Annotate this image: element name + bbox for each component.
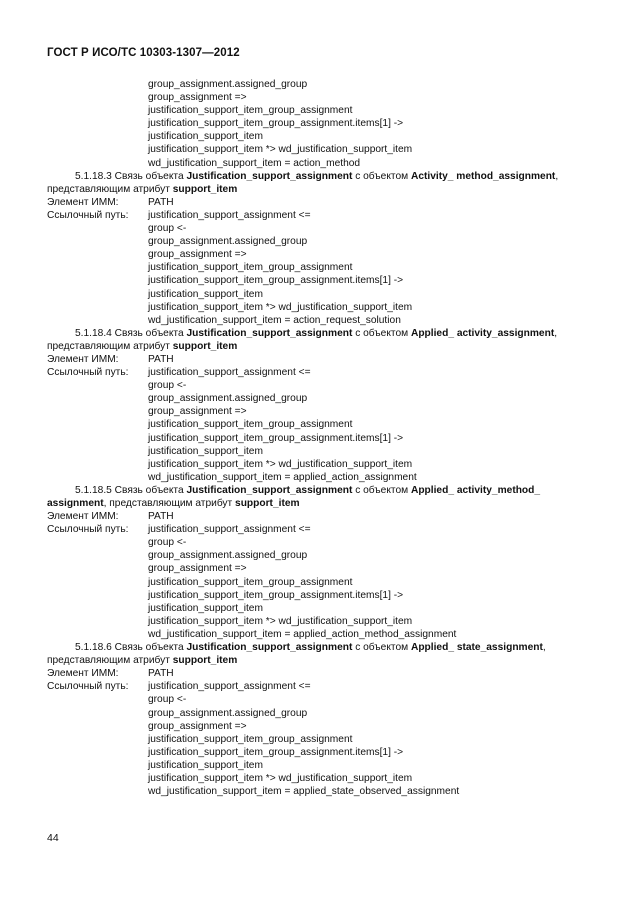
attribute-name: support_item	[172, 340, 238, 352]
section-text: ,	[555, 170, 559, 182]
path-line: justification_support_assignment <=	[148, 209, 311, 221]
path-line: group_assignment.assigned_group	[148, 79, 308, 90]
path-line: group_assignment.assigned_group	[148, 707, 308, 719]
entity-name: Activity_ method_assignment	[410, 170, 556, 182]
section-heading-cont	[47, 654, 592, 667]
section-number: 5.1.18.3	[75, 170, 112, 182]
section-text: с объектом	[355, 327, 409, 339]
path-line: justification_support_item_group_assignment	[148, 262, 353, 274]
path-line: justification_support_assignment <=	[148, 681, 311, 693]
path-line: justification_support_item_group_assignment.items[1] ->	[148, 589, 404, 601]
path-line: justification_support_item *> wd_justification_support_item	[148, 458, 413, 470]
path-label: Ссылочный путь:	[47, 524, 129, 536]
path-line: group <-	[148, 380, 187, 392]
section-heading	[47, 641, 592, 654]
document-header: ГОСТ Р ИСО/ТС 10303-1307—2012	[47, 47, 240, 59]
path-line: wd_justification_support_item = action_request_solution	[148, 314, 401, 326]
path-line: justification_support_item	[148, 445, 263, 457]
path-line: group_assignment =>	[148, 249, 247, 261]
path-line: justification_support_item *> wd_justification_support_item	[148, 301, 413, 313]
section-heading-cont	[47, 497, 592, 510]
section-text: Связь объекта	[114, 642, 184, 654]
path-line: justification_support_assignment <=	[148, 367, 311, 379]
entity-name: Justification_support_assignment	[186, 327, 353, 339]
path-line: group_assignment =>	[148, 563, 247, 575]
element-label: Элемент ИММ:	[47, 196, 119, 208]
section-text: Связь объекта	[114, 170, 184, 182]
section-text: представляющим атрибут	[47, 183, 170, 195]
element-value: PATH	[148, 353, 174, 365]
attribute-name: support_item	[172, 655, 238, 667]
path-line: justification_support_item	[148, 131, 263, 143]
section-heading	[47, 327, 592, 340]
path-line: justification_support_item_group_assignment.items[1] ->	[148, 746, 404, 758]
path-label: Ссылочный путь:	[47, 367, 129, 379]
element-row	[47, 510, 592, 523]
entity-name: Justification_support_assignment	[186, 170, 353, 182]
section-heading-cont	[47, 340, 592, 353]
path-line: justification_support_item *> wd_justification_support_item	[148, 772, 413, 784]
path-line: justification_support_item_group_assignment	[148, 105, 353, 117]
path-label: Ссылочный путь:	[47, 209, 129, 221]
section-text: , представляющим атрибут	[103, 498, 233, 509]
path-row	[47, 209, 592, 222]
entity-name: Justification_support_assignment	[186, 642, 353, 654]
entity-name: Applied_ activity_method_	[410, 484, 541, 496]
element-value: PATH	[148, 668, 174, 680]
element-label: Элемент ИММ:	[47, 353, 119, 365]
section-text: с объектом	[355, 642, 409, 654]
path-line: group_assignment =>	[148, 406, 247, 418]
entity-name: assignment	[47, 498, 104, 509]
path-line: justification_support_item_group_assignment.items[1] ->	[148, 275, 404, 287]
path-line: group_assignment.assigned_group	[148, 550, 308, 562]
path-row	[47, 366, 592, 379]
path-line: wd_justification_support_item = applied_state_observed_assignment	[148, 786, 460, 798]
section-text: ,	[542, 642, 546, 654]
page-number: 44	[47, 832, 59, 844]
attribute-name: support_item	[235, 498, 300, 509]
element-row	[47, 667, 592, 680]
path-line: wd_justification_support_item = action_method	[148, 157, 361, 169]
path-line: group_assignment.assigned_group	[148, 393, 308, 405]
element-label: Элемент ИММ:	[47, 511, 119, 523]
path-line: wd_justification_support_item = applied_action_assignment	[148, 471, 417, 483]
entity-name: Justification_support_assignment	[186, 484, 353, 496]
section-heading	[47, 484, 592, 497]
section-heading	[47, 170, 592, 183]
entity-name: Applied_ state_assignment	[410, 642, 543, 654]
path-line: justification_support_item_group_assignment	[148, 576, 353, 588]
path-line: group <-	[148, 223, 187, 235]
path-line: group <-	[148, 537, 187, 549]
path-line: group_assignment =>	[148, 720, 247, 732]
section-heading-cont	[47, 183, 592, 196]
section-number: 5.1.18.4	[75, 327, 112, 339]
path-line: justification_support_item_group_assignment	[148, 733, 353, 745]
section-text: с объектом	[355, 170, 409, 182]
path-line: justification_support_item *> wd_justification_support_item	[148, 615, 413, 627]
path-line: group <-	[148, 694, 187, 706]
section-text: с объектом	[355, 484, 409, 496]
element-value: PATH	[148, 511, 174, 523]
document-body	[47, 78, 592, 798]
path-label: Ссылочный путь:	[47, 681, 129, 693]
section-text: представляющим атрибут	[47, 655, 170, 667]
path-line: justification_support_item_group_assignment.items[1] ->	[148, 432, 404, 444]
element-value: PATH	[148, 196, 174, 208]
section-text: Связь объекта	[114, 484, 184, 496]
path-line: wd_justification_support_item = applied_action_method_assignment	[148, 628, 457, 640]
path-row	[47, 523, 592, 536]
section-number: 5.1.18.6	[75, 642, 112, 654]
element-row	[47, 196, 592, 209]
section-number: 5.1.18.5	[75, 484, 112, 496]
path-line: justification_support_item	[148, 759, 263, 771]
path-line: justification_support_item_group_assignment	[148, 419, 353, 431]
attribute-name: support_item	[172, 183, 238, 195]
path-line: justification_support_item *> wd_justification_support_item	[148, 144, 413, 156]
path-line: justification_support_item	[148, 602, 263, 614]
path-line: group_assignment.assigned_group	[148, 236, 308, 248]
element-label: Элемент ИММ:	[47, 668, 119, 680]
path-line: group_assignment =>	[148, 92, 247, 104]
path-line: justification_support_item	[148, 288, 263, 300]
path-line: justification_support_item_group_assignment.items[1] ->	[148, 118, 404, 130]
path-row	[47, 680, 592, 693]
path-line: justification_support_assignment <=	[148, 524, 311, 536]
element-row	[47, 353, 592, 366]
section-text: представляющим атрибут	[47, 340, 170, 352]
section-text: ,	[554, 327, 558, 339]
section-text: Связь объекта	[114, 327, 184, 339]
entity-name: Applied_ activity_assignment	[410, 327, 555, 339]
